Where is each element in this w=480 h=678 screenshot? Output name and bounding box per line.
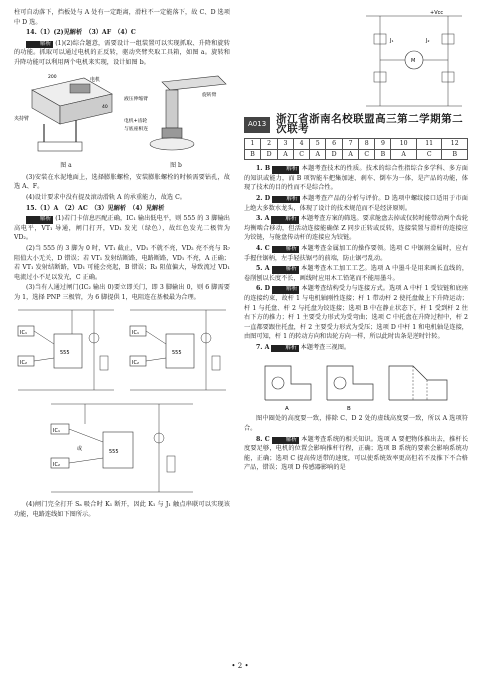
circuit-or-label: 或 (77, 446, 83, 453)
view-a-label: A (285, 406, 289, 413)
view-option-a (265, 366, 311, 412)
three-views-figure (244, 354, 468, 412)
question-14-analysis: 解析 (1)(2)综合题意，需要设计一组装置可以实现抓取、升降和旋转的功能。抓取可以通过电机的正反转，驱动夹臂夹取工具箱，如图 a。旋转和升降功能可以利用两个电机来实现，设计如图 b。 (14, 39, 230, 66)
gripper-drawing (14, 70, 118, 156)
fig-b-label-motor-gear: 电机+齿轮 (124, 118, 148, 124)
view-b-label: B (347, 406, 351, 413)
exam-code-badge: A013 (244, 117, 270, 133)
answer-item-3: 3. A 解析 本题考查方案的筛选。要求舱盘去掉或仅转时能带动两个齿轮均衡啮合移动，但活动连接能确保 Z 同步正转或反转，连接装置与滑杆的连接应为铰链，与舱盘传动杆的连接应为铰链。 (244, 215, 469, 242)
circuit-diagram-a (14, 304, 118, 396)
fig-a-dim-2: 40 (102, 104, 108, 110)
question-14-heading: 14.（1）(2)见解析 （3）AF （4）C (26, 29, 136, 37)
fig-b-label-rotate-arm: 旋转臂 (202, 92, 217, 98)
circuit-diagram-b (126, 304, 230, 396)
answer-item-7: 7. A 解析 本题考查三视图。 (256, 343, 351, 351)
answer-item-4: 4. C 解析 本题考查金属加工的操作要领。选项 C 中锯割金属时，应右手握住锯柄，左手轻扶锯弓的前端，防止锯弓乱动。 (244, 244, 469, 262)
question-15-heading: 15.（1）A （2）AC （3）见解析 （4）见解析 (26, 204, 165, 212)
motor-label: M (411, 58, 416, 64)
answer-paragraph: 柱可自动落下，挡板处与 A 处有一定距离，滑柱不一定能落下，故 C、D 选项中 D 选。 (14, 9, 230, 26)
motor-relay-circuit (360, 8, 468, 112)
vcc-label: +Vcc (430, 10, 444, 16)
question-14-part3: (3)安装在水泥地面上，选择膨胀螺栓，安装膨胀螺栓的时候需要钻孔，故选 A、F。 (14, 173, 230, 191)
circuit-row-2 (14, 398, 230, 498)
figure-a-caption: 图 a (60, 162, 72, 170)
question-14-part4: (4)设计要求中没有提及滚动滑轨 A 的承重能力，故选 C。 (26, 193, 186, 201)
view-option-b (327, 366, 373, 412)
three-view-options (261, 354, 451, 412)
motor-circuit-figure (244, 8, 468, 112)
svg-text:555: 555 (109, 449, 119, 456)
analysis-tag: 解析 (26, 41, 53, 49)
fig-a-label-motor: 电机 (90, 76, 101, 83)
answer-item-6: 6. D 解析 本题考查结构受力与连接方式。选项 A 中杆 1 受铰链和底座的连接约束，故杆 1 与电机轴刚性连接；杆 1 带动杆 2 使托盘做上下升降运动；杆 1 与托盘、杆 2 与托盘为铰连接；选项 B 中在静止状态下，杆 1 受到杆 2 往右下方的推力；杆 1 主要受力形式为受弯曲；选项 C 中托盘在升降过程中，杆 2 一直都要跟住托盘，杆 2 主要受力形式为受压；选项 D 中杆 1 和电机轴是连接，由图可知，杆 1 的转动方向和齿轮方向一样，所以此时齿条是逆时针转。 (244, 285, 469, 341)
fig-a-dim-1: 200 (48, 74, 57, 80)
answer-item-1: 1. B 解析 本题考查技术的性质。技术的综合性指综合多学科、多方面的知识或能力，而 B 项智能车把集加速、刹车、倒车为一体，是产品的功能，体现了技术的目的性而不是综合性。 (244, 165, 468, 192)
fig-a-label-arm: 夹持臂 (14, 115, 30, 122)
answer-item-2: 2. D 解析 本题考查产品的分析与评价。D 选项中螺纹接口适用于市面上绝大多数水龙头，体现了设计的技术规范而不是经济原则。 (244, 194, 468, 212)
svg-text:IC₂: IC₂ (132, 360, 139, 367)
figure-b-caption: 图 b (170, 162, 182, 170)
question-15-part4: (4)闸门完全打开 Sₐ 吸合时 K₁ 断开，因此 K₁ 与 J₁ 触点串联可以实现该功能，电路连线如下图所示。 (14, 501, 230, 519)
fig-b-label-base: 与底座相连 (124, 126, 148, 132)
exam-title: 浙江省浙南名校联盟高三第二学期第二次联考 (276, 113, 464, 135)
answer-table (244, 138, 468, 160)
answer-table-number-row: 1 2 3 4 5 6 7 8 9 10 11 12 (245, 139, 468, 150)
circuit-ic2-label: IC₂ (20, 360, 27, 367)
figure-a (14, 70, 118, 171)
circuit-row-1 (14, 304, 230, 396)
left-column (14, 8, 230, 521)
fig-b-label-hydraulic: 液压伸缩臂 (124, 96, 148, 102)
relay-j1-label: J₁ (390, 38, 394, 44)
view-option-c (389, 366, 447, 400)
svg-text:IC₁: IC₁ (53, 428, 60, 435)
figure-row-14 (14, 70, 230, 171)
question-15-part2: (2)当 555 的 3 脚为 0 时，VT₁ 截止，VD₁ 不就不亮，VD₂ 亮不亮与 R₇ 阻值大小无关，D 错误；若 VT₁ 发射结断路，电路断路，VD₁ 不亮，A 正确；若 VT₁ 发射结断路，VD₁ 可能会亮起，B 错误；R₃ 阻值偏大，导致流过 VD₁ 电流过小不足以发光，C 正确。 (14, 244, 230, 281)
answer-item-8: 8. C 解析 本题考查系统的相关知识。选项 A 要把物体推出去，推杆长度要足够，电机的位置会影响推杆行程，正确；选项 B 系统的要素会影响系统功能，正确；选项 C 提高传送带的速度，可以使系统效率更高但若不及推下不合格产品，错误；选项 D 传感器影响的是 (244, 435, 469, 472)
question-15-part3: (3)当有人通过闸门(IC₂ 输出 0)要立即关门，即 3 脚输出 0，则 6 脚需要为 1，选择 PNP 三极管，为 6 脚提供 1，电阻连在基极最为合理。 (14, 284, 230, 301)
exam-header (244, 113, 468, 135)
answer-table-answer-row: B D A C A D A C B A C B (245, 149, 468, 160)
analysis-tag: 解析 (26, 216, 53, 224)
circuit-555-label: 555 (60, 350, 70, 357)
svg-text:555: 555 (172, 350, 182, 357)
page-number: • 2 • (231, 662, 249, 670)
question-15-analysis: 解析 (1)若门卡信息匹配正确，IC₁ 输出低电平，则 555 的 3 脚输出高电平，VT₁ 导通，闸门打开，VD₁ 发光（绿色），故红色发光二极管为 VD₂。 (14, 215, 230, 242)
rotation-lift-drawing (122, 70, 230, 156)
svg-text:IC₁: IC₁ (132, 330, 139, 337)
answer-item-5: 5. A 解析 本题考查木工加工工艺。选项 A 中墨斗是用来画长直线的，卷削刨以长度不长，画线时应用木工铅笔而不能用墨斗。 (244, 265, 469, 282)
circuit-ic1-label: IC₁ (20, 330, 27, 337)
relay-j2-label: J₂ (426, 38, 430, 44)
circuit-diagram-c (47, 398, 197, 498)
answer-item-7-note: 图中圈处的高度要一致，排除 C、D 2 处的虚线高度要一致，所以 A 选项符合。 (244, 415, 468, 433)
svg-text:IC₂: IC₂ (53, 462, 60, 469)
right-column (244, 8, 468, 474)
figure-b (122, 70, 230, 171)
